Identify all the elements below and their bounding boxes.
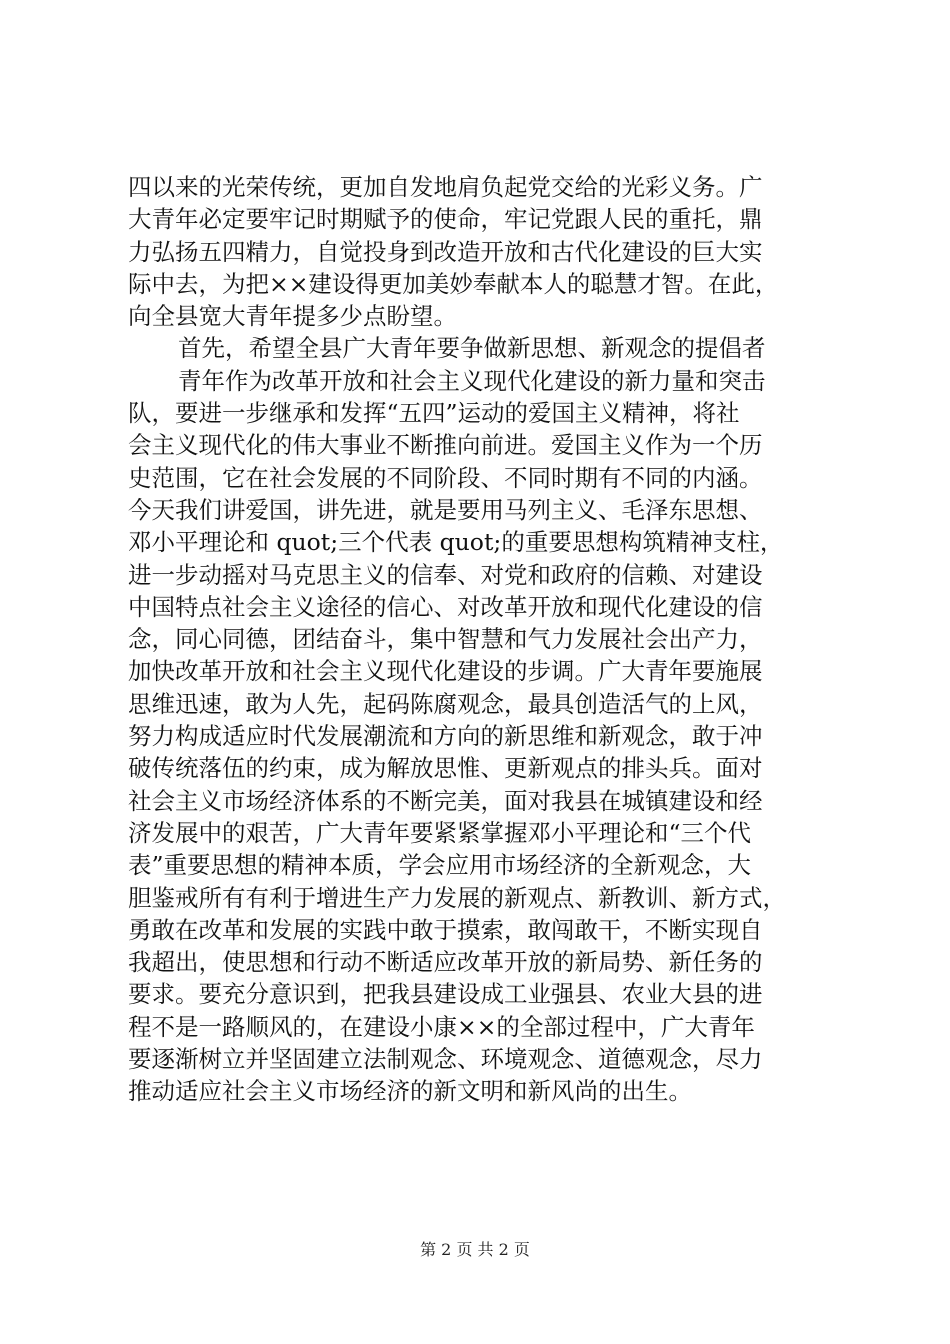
text-line: 今天我们讲爱国，讲先进，就是要用马列主义、毛泽东思想、 (128, 495, 763, 524)
text-line: 社会主义市场经济体系的不断完美，面对我县在城镇建设和经 (128, 786, 763, 815)
text-line: 表”重要思想的精神本质，学会应用市场经济的全新观念，大 (128, 851, 752, 880)
text-line: 程不是一路顺风的，在建设小康××的全部过程中，广大青年 (128, 1012, 755, 1041)
text-line: 努力构成适应时代发展潮流和方向的新思维和新观念，敢于冲 (128, 722, 763, 751)
text-line: 破传统落伍的约束，成为解放思惟、更新观点的排头兵。面对 (128, 754, 763, 783)
text-line: 推动适应社会主义市场经济的新文明和新风尚的出生。 (128, 1077, 692, 1106)
text-line: 加快改革开放和社会主义现代化建设的步调。广大青年要施展 (128, 657, 763, 686)
text-line: 四以来的光荣传统，更加自发地肩负起党交给的光彩义务。广 (128, 173, 763, 201)
text-line: 史范围，它在社会发展的不同阶段、不同时期有不同的内涵。 (128, 463, 763, 492)
text-line: 思维迅速，敢为人先，起码陈腐观念，最具创造活气的上风， (128, 689, 763, 718)
text-line: 邓小平理论和 quot;三个代表 quot;的重要思想构筑精神支柱， (128, 528, 784, 557)
text-line: 济发展中的艰苦，广大青年要紧紧掌握邓小平理论和“三个代 (128, 818, 752, 847)
text-line: 青年作为改革开放和社会主义现代化建设的新力量和突击 (178, 366, 766, 395)
text-line: 向全县宽大青年提多少点盼望。 (128, 302, 457, 331)
text-line: 要求。要充分意识到，把我县建设成工业强县、农业大县的进 (128, 980, 763, 1009)
text-line: 胆鉴戒所有有利于增进生产力发展的新观点、新教训、新方式， (128, 883, 786, 912)
text-line: 念，同心同德，团结奋斗，集中智慧和气力发展社会出产力， (128, 625, 763, 654)
text-line: 勇敢在改革和发展的实践中敢于摸索，敢闯敢干，不断实现自 (128, 915, 763, 944)
text-line: 大青年必定要牢记时期赋予的使命，牢记党跟人民的重托，鼎 (128, 205, 763, 234)
text-line: 力弘扬五四精力，自觉投身到改造开放和古代化建设的巨大实 (128, 237, 763, 266)
text-line: 中国特点社会主义途径的信心、对改革开放和现代化建设的信 (128, 592, 763, 621)
body-text (128, 171, 828, 1108)
text-line: 要逐渐树立并坚固建立法制观念、环境观念、道德观念，尽力 (128, 1045, 763, 1074)
text-line: 际中去，为把××建设得更加美妙奉献本人的聪慧才智。在此， (128, 269, 779, 298)
text-line: 我超出，使思想和行动不断适应改革开放的新局势、新任务的 (128, 948, 763, 977)
page-footer: 第 2 页 共 2 页 (420, 1240, 530, 1259)
text-line: 首先，希望全县广大青年要争做新思想、新观念的提倡者 (178, 334, 766, 363)
text-line: 进一步动摇对马克思主义的信奉、对党和政府的信赖、对建设 (128, 560, 763, 589)
text-line: 会主义现代化的伟大事业不断推向前进。爱国主义作为一个历 (128, 431, 763, 460)
text-line: 队，要进一步继承和发挥“五四”运动的爱国主义精神，将社 (128, 399, 740, 428)
